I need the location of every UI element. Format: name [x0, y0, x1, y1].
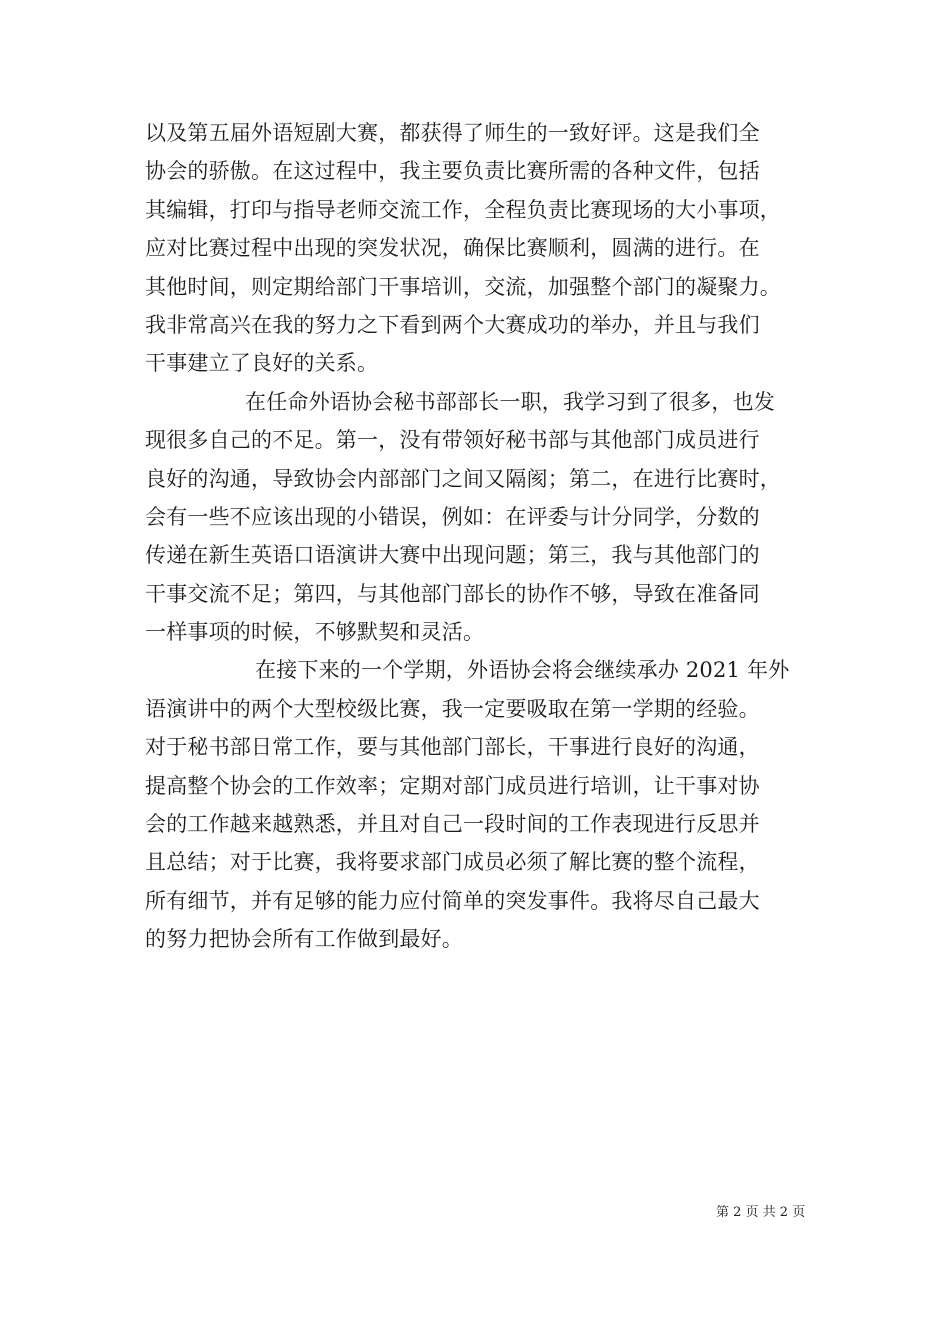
text-line: 提高整个协会的工作效率；定期对部门成员进行培训，让干事对协 [145, 773, 760, 798]
page-number-footer: 第 2 页 共 2 页 [716, 1205, 806, 1220]
text-line: 一样事项的时候，不够默契和灵活。 [145, 620, 485, 645]
text-line: 所有细节，并有足够的能力应付简单的突发事件。我将尽自己最大 [145, 888, 760, 913]
document-body [145, 114, 825, 959]
text-line: 现很多自己的不足。第一，没有带领好秘书部与其他部门成员进行 [145, 428, 760, 453]
text-line: 其编辑，打印与指导老师交流工作，全程负责比赛现场的大小事项， [145, 197, 781, 222]
text-line: 我非常高兴在我的努力之下看到两个大赛成功的举办，并且与我们 [145, 312, 760, 337]
text-line: 良好的沟通，导致协会内部部门之间又隔阂；第二，在进行比赛时， [145, 466, 781, 491]
text-line: 会有一些不应该出现的小错误，例如：在评委与计分同学，分数的 [145, 504, 760, 529]
text-line: 干事交流不足；第四，与其他部门部长的协作不够，导致在准备同 [145, 581, 760, 606]
text-line: 在任命外语协会秘书部部长一职，我学习到了很多，也发 [245, 389, 775, 414]
paragraph-2 [145, 383, 825, 652]
text-line: 且总结；对于比赛，我将要求部门成员必须了解比赛的整个流程， [145, 850, 760, 875]
text-line: 协会的骄傲。在这过程中，我主要负责比赛所需的各种文件，包括 [145, 159, 760, 184]
text-line: 会的工作越来越熟悉，并且对自己一段时间的工作表现进行反思并 [145, 812, 760, 837]
text-line: 传递在新生英语口语演讲大赛中出现问题；第三，我与其他部门的 [145, 543, 760, 568]
text-line: 应对比赛过程中出现的突发状况，确保比赛顺利，圆满的进行。在 [145, 236, 760, 261]
text-line: 的努力把协会所有工作做到最好。 [145, 927, 463, 952]
text-line: 对于秘书部日常工作，要与其他部门部长，干事进行良好的沟通， [145, 735, 760, 760]
paragraph-3 [145, 651, 825, 958]
text-line: 干事建立了良好的关系。 [145, 351, 379, 376]
text-line: 以及第五届外语短剧大赛，都获得了师生的一致好评。这是我们全 [145, 121, 760, 145]
text-line: 语演讲中的两个大型校级比赛，我一定要吸取在第一学期的经验。 [145, 696, 760, 721]
text-line: 在接下来的一个学期，外语协会将会继续承办 2021 年外 [255, 658, 790, 683]
paragraph-1 [145, 114, 825, 383]
text-line: 其他时间，则定期给部门干事培训，交流，加强整个部门的凝聚力。 [145, 274, 781, 299]
